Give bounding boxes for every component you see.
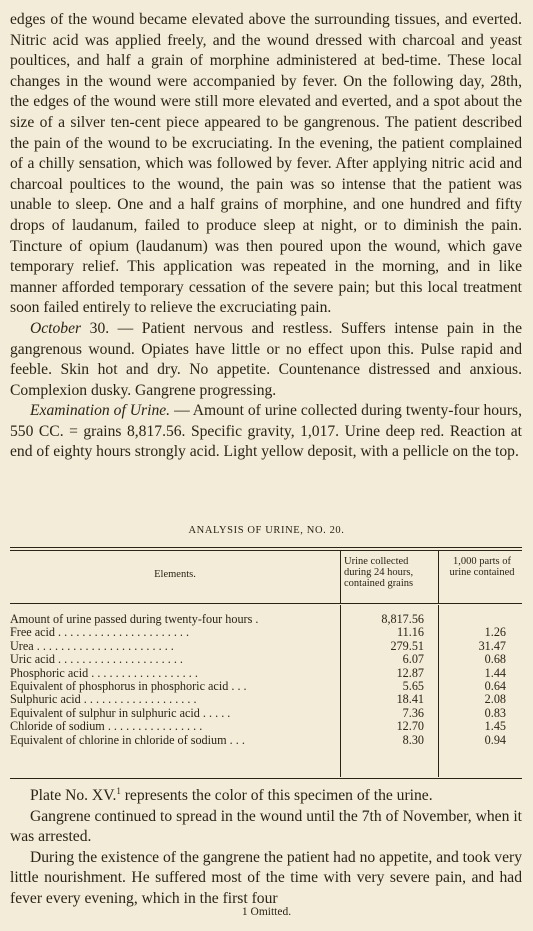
table-divider — [438, 550, 439, 604]
footnote-mark: 1 — [241, 906, 248, 918]
element-name: Sulphuric acid . . . . . . . . . . . . . . . . . . . — [10, 693, 197, 707]
parts-per-thousand: 0.94 — [484, 732, 506, 747]
parts-per-thousand: 0.64 — [484, 678, 506, 693]
table-bottom-rule — [10, 778, 522, 779]
column-header-elements: Elements. — [154, 569, 196, 580]
table-row — [10, 667, 522, 680]
paragraph: edges of the wound became elevated above the surrounding tissues, and everted. Nitric acid was applied freely, and the wound dressed with charcoal and yeast poultices, and half a grain of morphine administered at bed-time. These local changes in the wound were accompanied by fever. On the following day, 28th, the edges of the wound were still more elevated and everted, and a spot about the size of a silver ten-cent piece appeared to be gangrenous. The patient described the pain of the wound to be excruciating. In the evening, the patient complained of a chilly sensation, which was followed by fever. After applying nitric acid and charcoal poultices to the wound, the pain was so intense that the patient was unable to sleep. One and a half grains of morphine, and one hundred and fifty drops of laudanum, failed to produce sleep at night, or to diminish the pain. Tincture of opium (laudanum) was then poured upon the wound, which gave temporary relief. This application was repeated in the morning, and in like manner afforded temporary cessation of the severe pain; but this local treatment soon failed entirely to relieve the excruciating pain. — [10, 11, 522, 317]
table-divider — [340, 550, 341, 604]
footnote-ref: 1 — [116, 785, 121, 796]
parts-per-thousand: 0.83 — [484, 705, 506, 720]
table-row — [10, 734, 522, 747]
element-name: Free acid . . . . . . . . . . . . . . . . . . . . . . — [10, 626, 190, 640]
table-row — [10, 693, 522, 706]
section-lead: Examination of Urine. — [30, 402, 171, 420]
table-row — [10, 613, 522, 626]
parts-per-thousand: 1.45 — [484, 719, 506, 734]
october-30-text: 30. — Patient nervous and restless. Suffers intense pain in the gangrenous wound. Opiates have little or no effect upon this. Pulse rapid and feeble. Skin hot and dry. No appetite. Countenance distressed and anxious. Complexion dusky. Gangrene progressing. — [10, 319, 522, 399]
column-header-urine: Urine collected during 24 hours, contained grains — [344, 556, 414, 589]
table-row — [10, 680, 522, 693]
paragraph-october-30 — [10, 319, 522, 401]
paragraph: Gangrene continued to spread in the wound until the 7th of November, when it was arrested. — [10, 807, 522, 846]
plate-text: Plate No. XV. — [30, 787, 117, 804]
paragraph-urine-exam — [10, 401, 522, 463]
urine-grains: 8.30 — [402, 732, 424, 747]
element-name: Equivalent of phosphorus in phosphoric acid . . . — [10, 679, 247, 693]
table-row — [10, 707, 522, 720]
paragraph: During the existence of the gangrene the patient had no appetite, and took very little nourishment. He suffered most of the time with very severe pain, and had fever every evening, which in the first four — [10, 848, 522, 907]
parts-per-thousand: 1.44 — [484, 665, 506, 680]
urine-grains: 11.16 — [397, 625, 424, 640]
urine-grains: 6.07 — [402, 652, 424, 667]
table-row — [10, 653, 522, 666]
urine-analysis-table — [10, 547, 522, 780]
urine-grains: 12.70 — [396, 719, 424, 734]
element-name: Equivalent of chlorine in chloride of sodium . . . — [10, 733, 245, 747]
parts-per-thousand: 0.68 — [484, 652, 506, 667]
element-name: Urea . . . . . . . . . . . . . . . . . . . . . . . — [10, 639, 174, 653]
date-lead: October — [30, 319, 82, 337]
urine-grains: 8,817.56 — [381, 612, 424, 626]
paragraph-plate — [10, 786, 522, 807]
element-name: Chloride of sodium . . . . . . . . . . . . . . . . — [10, 720, 203, 734]
body-text-bottom — [10, 786, 522, 910]
urine-grains: 12.87 — [396, 665, 424, 680]
parts-per-thousand: 1.26 — [484, 625, 506, 640]
element-name: Phosphoric acid . . . . . . . . . . . . . . . . . . — [10, 666, 198, 680]
urine-exam-text: — Amount of urine collected during twenty-four hours, 550 CC. = grains 8,817.56. Specific gravity, 1,017. Urine deep red. Reaction at end of eighty hours strongly acid. Light yellow deposit, with a pellicle on the top. — [10, 402, 522, 461]
table-row — [10, 640, 522, 653]
footnote — [0, 906, 533, 918]
element-name: Uric acid . . . . . . . . . . . . . . . . . . . . . — [10, 653, 183, 667]
urine-grains: 279.51 — [390, 638, 424, 653]
parts-per-thousand: 31.47 — [478, 638, 506, 653]
table-top-rule — [10, 547, 522, 551]
urine-grains: 5.65 — [402, 678, 424, 693]
element-name: Equivalent of sulphur in sulphuric acid . . . . . — [10, 706, 231, 720]
body-text-top — [10, 10, 522, 463]
element-name: Amount of urine passed during twenty-four hours . — [10, 613, 259, 626]
table-caption: ANALYSIS OF URINE, NO. 20. — [188, 525, 345, 536]
footnote-text: Omitted. — [250, 906, 292, 918]
column-header-parts: 1,000 parts of urine contained — [449, 556, 515, 578]
table-row — [10, 626, 522, 639]
urine-grains: 18.41 — [396, 692, 424, 707]
plate-rest: represents the color of this specimen of the urine. — [120, 787, 433, 804]
table-body — [10, 613, 522, 747]
urine-grains: 7.36 — [402, 705, 424, 720]
parts-per-thousand: 2.08 — [484, 692, 506, 707]
table-row — [10, 720, 522, 733]
table-header-rule — [10, 603, 522, 604]
